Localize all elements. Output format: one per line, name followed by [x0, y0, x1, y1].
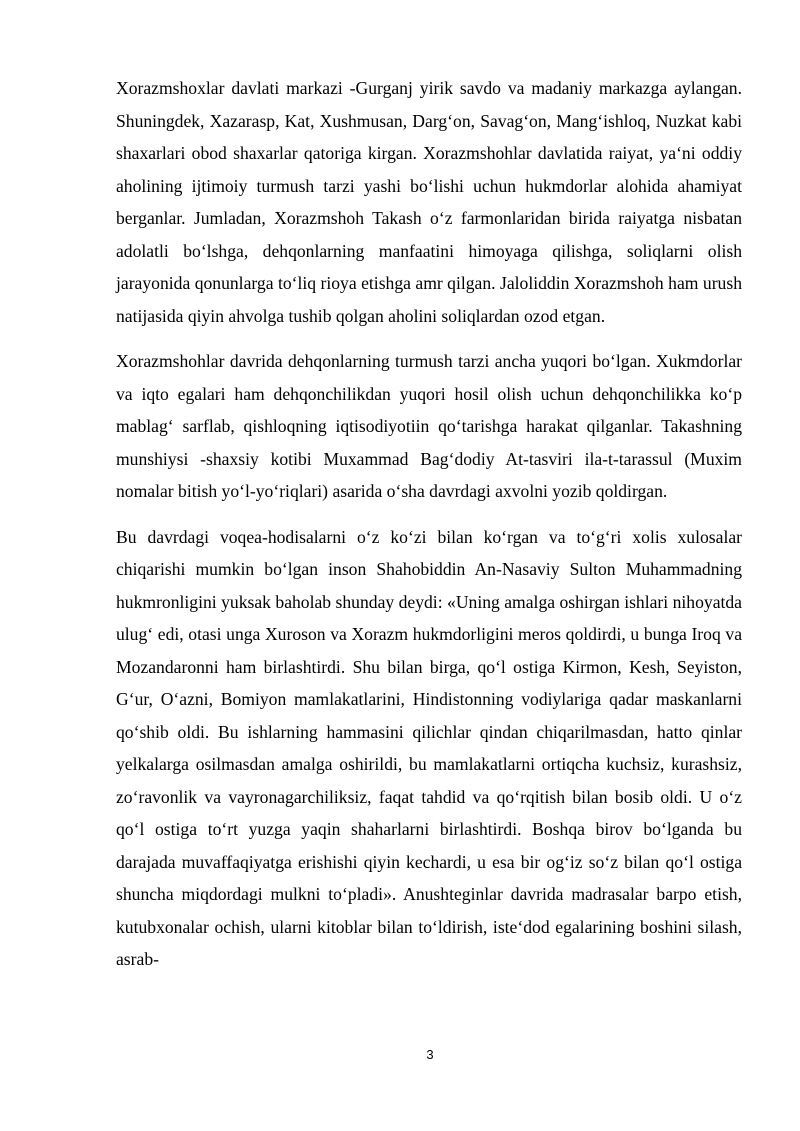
paragraph-3: Bu davrdagi voqea-hodisalarni o‘z ko‘zi bilan ko‘rgan va to‘g‘ri xolis xulosalar chiqarishi mumkin bo‘lgan inson Shahobiddin An-Nasaviy Sulton Muhammadning hukmronligini yuksak baholab shunday deydi: «Uning amalga oshirgan ishlari nihoyatda ulug‘ edi, otasi unga Xuroson va Xorazm hukmdorligini meros qoldirdi, u bunga Iroq va Mozandaronni ham birlashtirdi. Shu bilan birga, qo‘l ostiga Kirmon, Kesh, Seyiston, G‘ur, O‘azni, Bomiyon mamlakatlarini, Hindistonning vodiylariga qadar maskanlarni qo‘shib oldi. Bu ishlarning hammasini qilichlar qindan chiqarilmasdan, hatto qinlar yelkalarga osilmasdan amalga oshirildi, bu mamlakatlarni ortiqcha kuchsiz, kurashsiz, zo‘ravonlik va vayronagarchiliksiz, faqat tahdid va qo‘rqitish bilan bosib oldi. U o‘z qo‘l ostiga to‘rt yuzga yaqin shaharlarni birlashtirdi. Boshqa birov bo‘lganda bu darajada muvaffaqiyatga erishishi qiyin kechardi, u esa bir og‘iz so‘z bilan qo‘l ostiga shuncha miqdordagi mulkni to‘pladi». Anushteginlar davrida madrasalar barpo etish, kutubxonalar ochish, ularni kitoblar bilan to‘ldirish, iste‘dod egalarining boshini silash, asrab- [116, 526, 742, 969]
paragraph-1: Xorazmshoxlar davlati markazi -Gurganj yirik savdo va madaniy markazga aylangan. Shuningdek, Xazarasp, Kat, Xushmusan, Darg‘on, Savag‘on, Mang‘ishloq, Nuzkat kabi shaxarlari obod shaxarlar qatoriga kirgan. Xorazmshohlar davlatida raiyat, ya‘ni oddiy aholining ijtimoiy turmush tarzi yashi bo‘lishi uchun hukmdorlar alohida ahamiyat berganlar. Jumladan, Xorazmshoh Takash o‘z farmonlaridan birida raiyatga nisbatan adolatli bo‘lshga, dehqonlarning manfaatini himoyaga qilishga, soliqlarni olish jarayonida qonunlarga to‘liq rioya etishga amr qilgan. Jaloliddin Xorazmshoh ham urush natijasida qiyin ahvolga tushib qolgan aholini soliqlardan ozod etgan. [116, 78, 742, 326]
page-number: 3 [426, 1047, 434, 1062]
paragraph-2: Xorazmshohlar davrida dehqonlarning turmush tarzi ancha yuqori bo‘lgan. Xukmdorlar va iqto egalari ham dehqonchilikdan yuqori hosil olish uchun dehqonchilikka ko‘p mablag‘ sarflab, qishloqning iqtisodiyotiin qo‘tarishga harakat qilganlar. Takashning munshiysi -shaxsiy kotibi Muxammad Bag‘dodiy At-tasviri ila-t-tarassul (Muxim nomalar bitish yo‘l-yo‘riqlari) asarida o‘sha davrdagi axvolni yozib qoldirgan. [116, 351, 742, 501]
body-text [116, 72, 742, 989]
